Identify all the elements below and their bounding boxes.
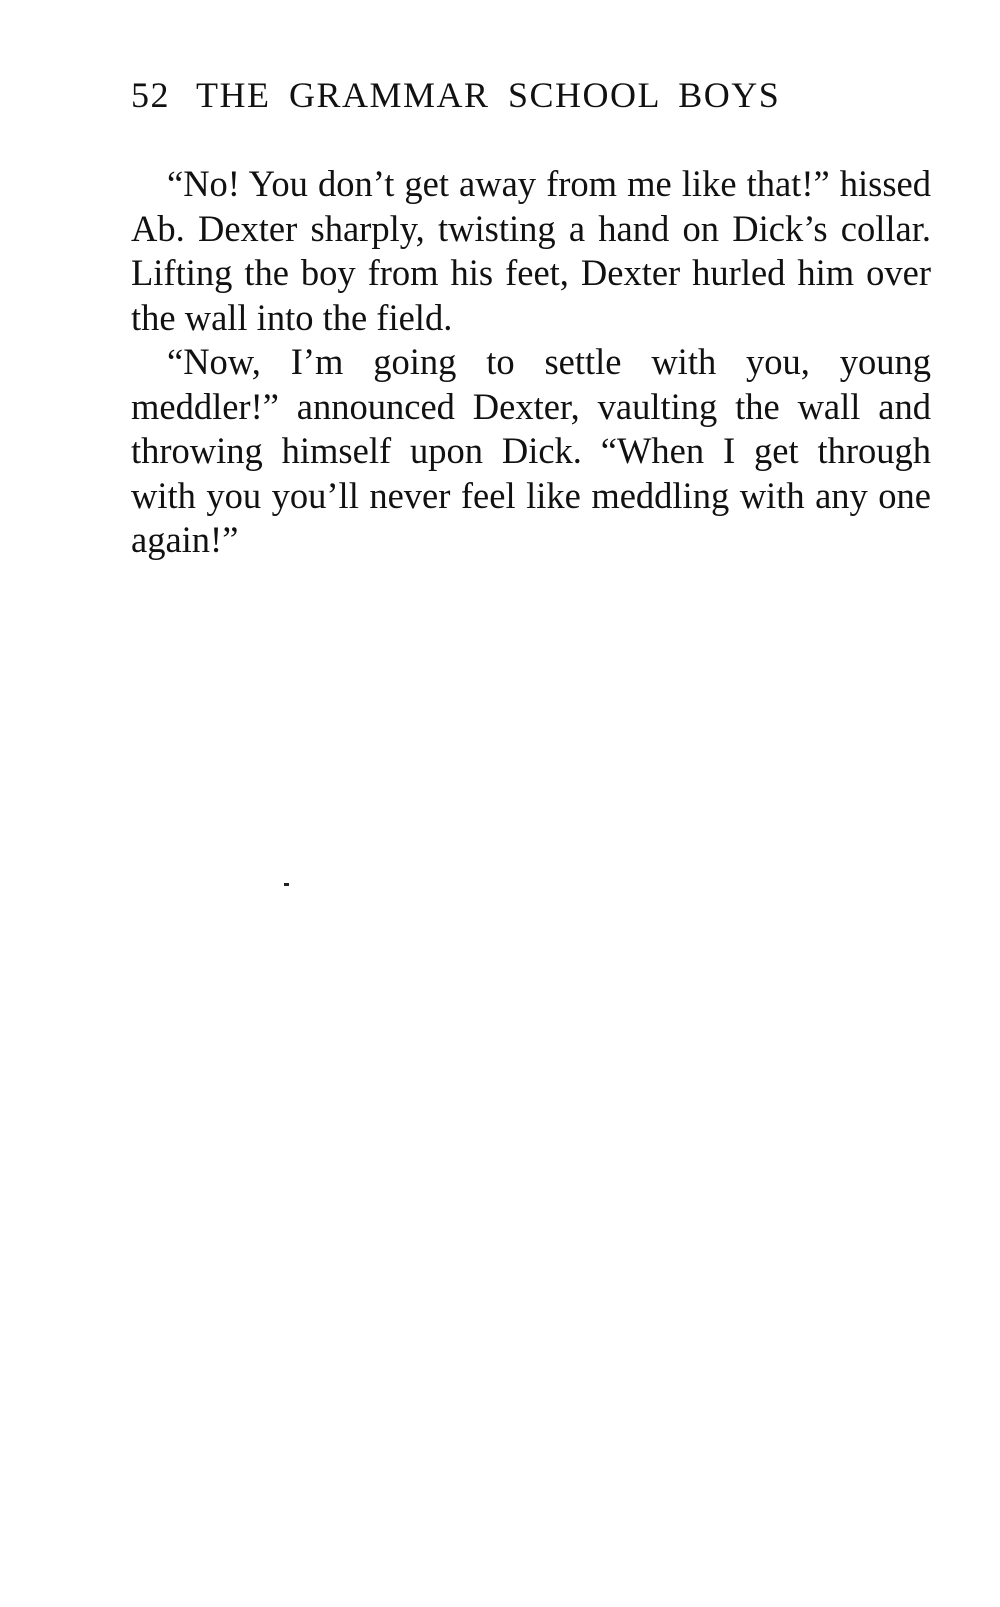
ink-speck [284,883,289,886]
paragraph-2: “Now, I’m going to settle with you, young meddler!” announced Dexter, vaulting the wall and throwing himself upon Dick. “When I get through with you you’ll never feel like meddling with any one again!” [131,341,931,560]
body-text [131,162,931,563]
running-head [131,74,891,116]
paragraph-1: “No! You don’t get away from me like that!” hissed Ab. Dexter sharply, twisting a hand on Dick’s collar. Lifting the boy from his feet, Dexter hurled him over the wall into the field. [131,163,931,338]
book-title: THE GRAMMAR SCHOOL BOYS [196,75,781,115]
page-number: 52 [131,75,170,115]
